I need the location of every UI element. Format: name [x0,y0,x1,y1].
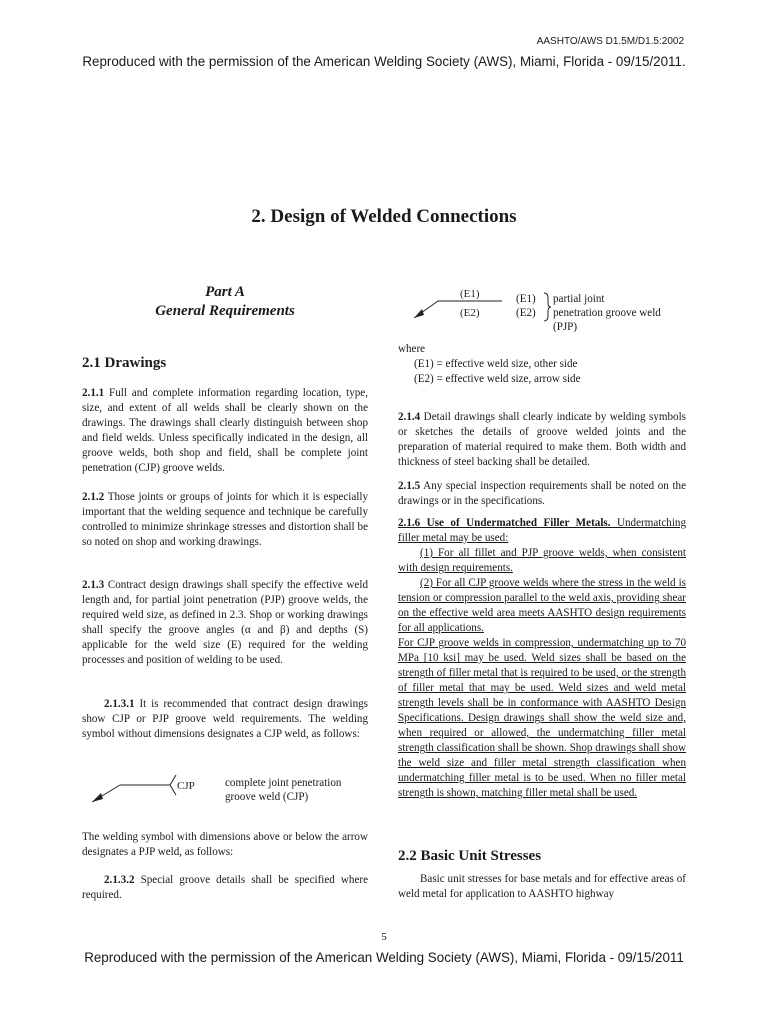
section-2-1-heading: 2.1 Drawings [82,355,167,371]
para-2-1-2 [82,490,368,550]
para-pjp-intro [82,830,368,860]
page-number: 5 [381,931,387,943]
pjp-e1-label: (E1) [460,288,480,300]
pjp-e2-ref: (E2) [516,307,536,319]
part-heading [82,283,368,321]
cjp-desc-line2: groove weld (CJP) [225,791,309,803]
para-text: Contract design drawings shall specify the effective weld length and, for partial joint penetration (PJP) groove welds, the required weld size, as defined in 2.3. Shop or working drawings shall specify the groove angles (α and β) and depths (S) applicable for the weld size (E) required for the welding processes and position of welding to be used. [82,579,368,666]
para-number: 2.1.5 [398,480,421,492]
reproduction-notice-bottom: Reproduced with the permission of the American Welding Society (AWS), Miami, Florida - 09/15/2011 [84,950,684,965]
para-text: Any special inspection requirements shall be noted on the drawings or in the specifications. [398,480,686,507]
para-number: 2.1.1 [82,387,105,399]
pjp-size-labels [516,292,536,320]
pjp-desc-line2: penetration groove weld [553,307,661,319]
para-rest: For CJP groove welds in compression, undermatching up to 70 MPa [10 ksi] may be used. Weld sizes shall be based on the strength of filler metal that is required to be used, or the strength of filler metal that may be used. Weld sizes and weld metal strength levels shall be in conformance with AASHTO Design Specifications. Design drawings shall show the weld size and, when required or allowed, the undermatching filler metal strength classification shall be shown. Shop drawings shall show the weld size and filler metal strength classification when undermatching filler metal is to be used. When no filler metal strength is shown, matching filler metal shall be used. [398,637,686,799]
cjp-tag: CJP [177,780,195,792]
section-2-2-heading: 2.2 Basic Unit Stresses [398,848,542,864]
para-number: 2.1.3 [82,579,105,591]
where-e2-definition: (E2) = effective weld size, arrow side [414,373,581,385]
para-number: 2.1.6 Use of Undermatched Filler Metals. [398,517,611,529]
pjp-e2-label: (E2) [460,307,480,319]
para-item-2: (2) For all CJP groove welds where the stress in the weld is tension or compression parallel to the weld axis, providing shear on the effective weld area meets AASHTO design requirements for all applications. [398,577,686,634]
pjp-description [553,292,661,334]
pjp-welding-symbol [410,284,510,324]
para-number: 2.1.3.1 [104,698,135,710]
para-2-1-6 [398,516,686,801]
para-2-1-3 [82,578,368,668]
para-text: Those joints or groups of joints for which it is especially important that the welding sequence and technique be carefully controlled to minimize shrinkage stresses and distortion shall be so noted on shop and working drawings. [82,491,368,548]
part-label: Part A [205,284,245,300]
pjp-e1-ref: (E1) [516,293,536,305]
pjp-desc-line3: (PJP) [553,321,578,333]
where-label: where [398,343,426,355]
para-text: Special groove details shall be specified where required. [82,874,368,901]
arrowhead [92,793,103,802]
para-text: Full and complete information regarding location, type, size, and extent of all welds shall be clearly shown on the drawings. The drawings shall clearly distinguish between shop and field welds. Unless specifically indicated in the design, all groove welds, both shop and field, shall be complete joint penetration (CJP) groove welds. [82,387,368,474]
para-text: Basic unit stresses for base metals and for effective areas of weld metal for application to AASHTO highway [398,873,686,900]
para-2-1-3-1 [82,697,368,742]
reproduction-notice-top: Reproduced with the permission of the American Welding Society (AWS), Miami, Florida - 09/15/2011. [82,54,686,69]
tail [170,775,176,795]
standard-id: AASHTO/AWS D1.5M/D1.5:2002 [536,36,684,47]
para-item-1: (1) For all fillet and PJP groove welds, when consistent with design requirements. [398,547,686,574]
chapter-title: 2. Design of Welded Connections [251,206,517,227]
para-2-1-1 [82,386,368,476]
cjp-welding-symbol [88,772,228,808]
where-e1-definition: (E1) = effective weld size, other side [414,358,578,370]
para-2-1-3-2 [82,873,368,903]
para-number: 2.1.3.2 [104,874,135,886]
cjp-desc-line1: complete joint penetration [225,777,342,789]
para-2-1-5 [398,479,686,509]
para-text: The welding symbol with dimensions above or below the arrow designates a PJP weld, as follows: [82,831,368,858]
part-subtitle: General Requirements [155,303,295,319]
para-text: It is recommended that contract design drawings show CJP or PJP groove weld requirements. The welding symbol without dimensions designates a CJP weld, as follows: [82,698,368,740]
para-lead: Undermatching filler metal may be used: [398,517,686,544]
brace-icon [542,292,552,322]
cjp-description [225,776,341,804]
para-2-1-4 [398,410,686,470]
para-number: 2.1.2 [82,491,105,503]
para-text: Detail drawings shall clearly indicate by welding symbols or sketches the details of groove welded joints and the preparation of material required to make them. Both width and thickness of steel backing shall be detailed. [398,411,686,468]
where-block [398,342,686,387]
para-2-2 [398,872,686,902]
arrowhead [414,309,424,318]
para-number: 2.1.4 [398,411,421,423]
pjp-desc-line1: partial joint [553,293,605,305]
